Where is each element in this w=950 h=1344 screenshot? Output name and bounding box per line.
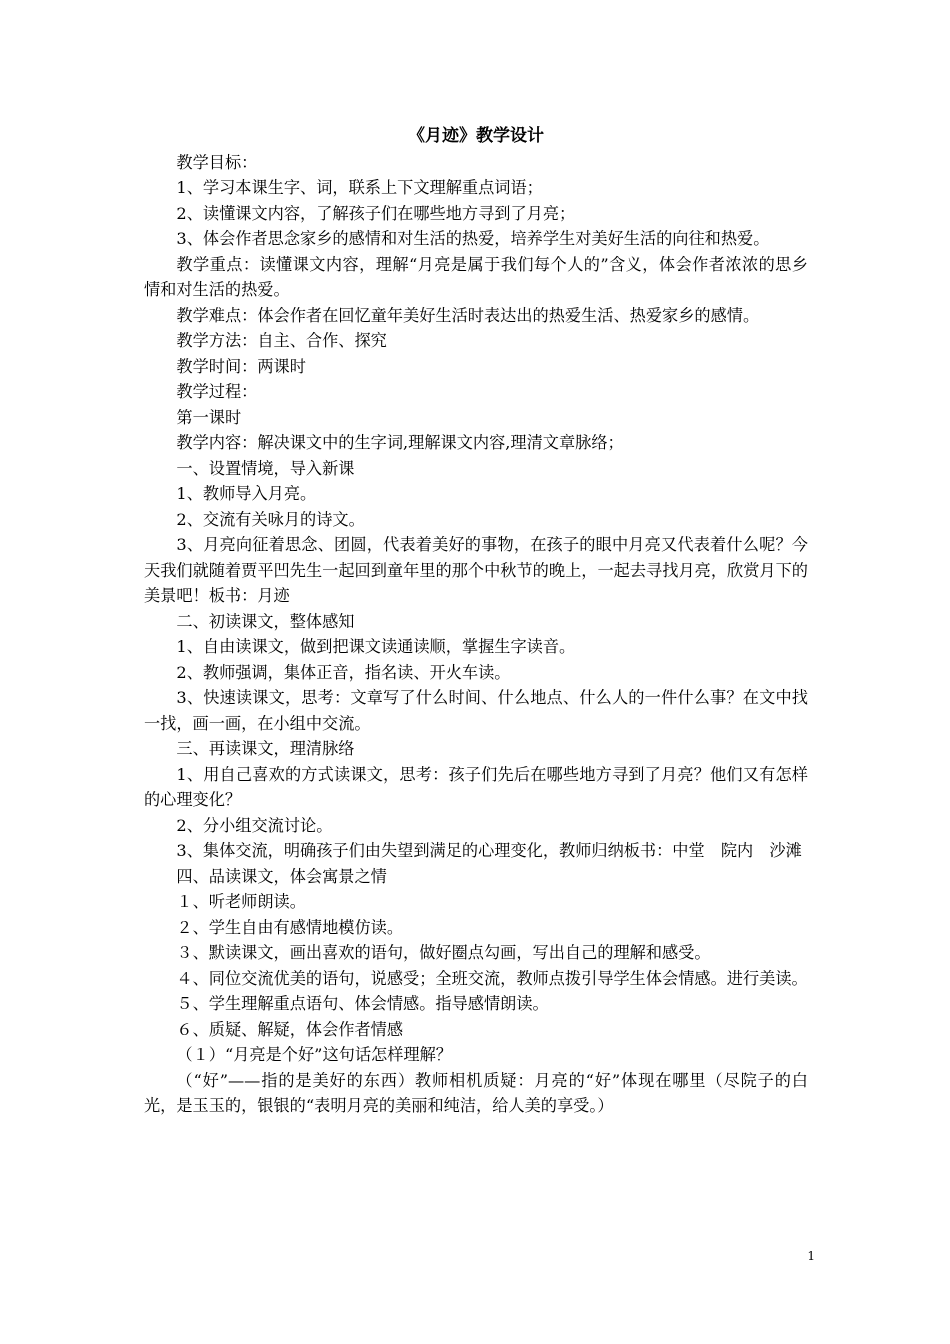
paragraph: 3、快速读课文，思考：文章写了什么时间、什么地点、什么人的一件什么事？在文中找一找，画一画，在小组中交流。 xyxy=(144,688,808,733)
page-number: 1 xyxy=(807,1249,815,1263)
paragraph: 2、交流有关咏月的诗文。 xyxy=(176,509,365,529)
paragraph: 教学时间：两课时 xyxy=(176,356,306,376)
paragraph: 1、学习本课生字、词，联系上下文理解重点词语； xyxy=(176,178,543,197)
paragraph: ５、学生理解重点语句、体会情感。指导感情朗读。 xyxy=(176,994,549,1013)
paragraph: 教学内容：解决课文中的生字词,理解课文内容,理清文章脉络； xyxy=(176,433,624,452)
paragraph: 第一课时 xyxy=(176,407,242,427)
paragraph: 1、用自己喜欢的方式读课文，思考：孩子们先后在哪些地方寻到了月亮？他们又有怎样的心理变化？ xyxy=(144,764,808,809)
paragraph: （１）“月亮是个好”这句话怎样理解？ xyxy=(176,1045,452,1064)
paragraph: 3、体会作者思念家乡的感情和对生活的热爱，培养学生对美好生活的向往和热爱。 xyxy=(176,229,770,248)
paragraph: 教学过程： xyxy=(176,382,258,401)
paragraph: ２、学生自由有感情地模仿读。 xyxy=(176,917,404,937)
paragraph: 2、分小组交流讨论。 xyxy=(176,815,333,835)
paragraph: 教学目标： xyxy=(176,152,258,172)
paragraph: ３、默读课文，画出喜欢的语句，做好圈点勾画，写出自己的理解和感受。 xyxy=(176,943,711,962)
paragraph: 教学难点：体会作者在回忆童年美好生活时表达出的热爱生活、热爱家乡的感情。 xyxy=(176,305,760,325)
paragraph: ４、同位交流优美的语句，说感受；全班交流，教师点拨引导学生体会情感。进行美读。 xyxy=(176,968,808,988)
paragraph: 3、集体交流，明确孩子们由失望到满足的心理变化，教师归纳板书：中堂 院内 沙滩 xyxy=(176,841,802,860)
document-body xyxy=(144,124,808,1119)
paragraph: 2、读懂课文内容，了解孩子们在哪些地方寻到了月亮； xyxy=(176,203,576,223)
paragraph: 教学重点：读懂课文内容，理解“月亮是属于我们每个人的”含义，体会作者浓浓的思乡情和对生活的热爱。 xyxy=(144,254,808,299)
paragraph: 3、月亮向征着思念、团圆，代表着美好的事物，在孩子的眼中月亮又代表着什么呢？今天我们就随着贾平凹先生一起回到童年里的那个中秋节的晚上，一起去寻找月亮，欣赏月下的美景吧！板书：月迹 xyxy=(144,535,808,605)
paragraph: 1、自由读课文，做到把课文读通读顺，掌握生字读音。 xyxy=(176,637,576,656)
document-title: 《月迹》教学设计 xyxy=(408,126,544,146)
section-heading: 二、初读课文，整体感知 xyxy=(176,611,355,631)
paragraph: ６、质疑、解疑，体会作者情感 xyxy=(176,1019,404,1039)
section-heading: 四、品读课文，体会寓景之情 xyxy=(176,866,387,886)
paragraph: 1、教师导入月亮。 xyxy=(176,484,317,503)
section-heading: 三、再读课文，理清脉络 xyxy=(176,739,355,758)
section-heading: 一、设置情境，导入新课 xyxy=(176,458,355,478)
paragraph: 2、教师强调，集体正音，指名读、开火车读。 xyxy=(176,662,511,682)
paragraph: １、听老师朗读。 xyxy=(176,892,306,911)
paragraph: （“好”——指的是美好的东西）教师相机质疑：月亮的“好”体现在哪里（尽院子的白光，是玉玉的，银银的“表明月亮的美丽和纯洁，给人美的享受。） xyxy=(144,1070,808,1115)
paragraph: 教学方法：自主、合作、探究 xyxy=(176,331,387,350)
